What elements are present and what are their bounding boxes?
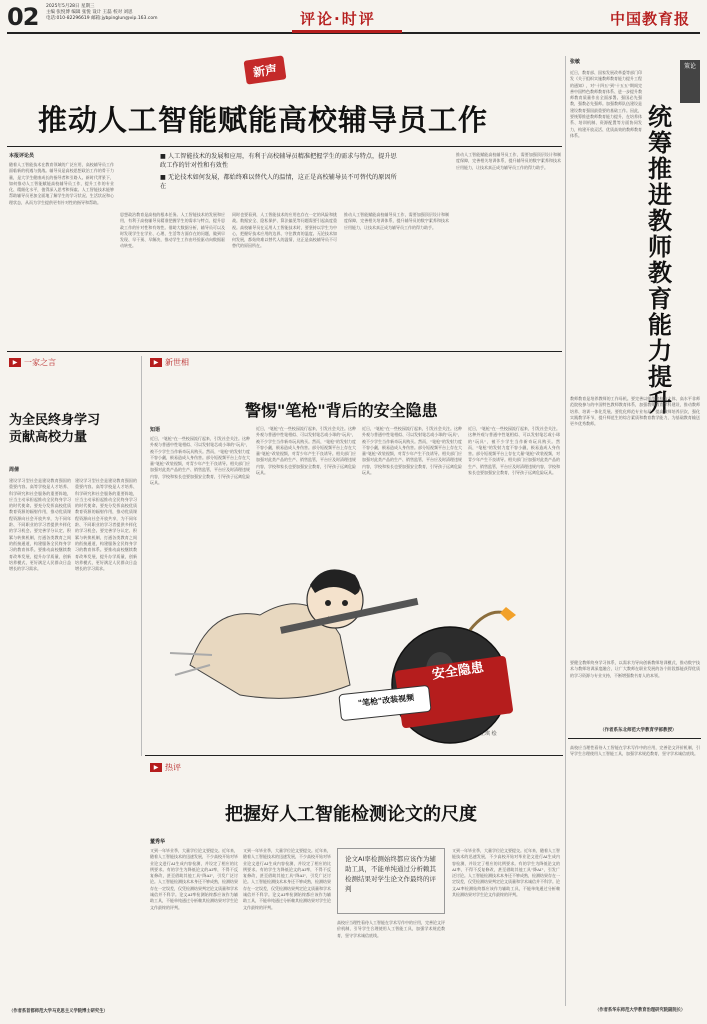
sidebar-divider: [565, 56, 566, 1006]
left-headline: 为全民终身学习 贡献高校力量: [9, 413, 101, 445]
bottom-author: 董秀华: [150, 839, 166, 845]
lead-col-1: 随着人工智能技术在教育领域的广泛应用，高校辅导员工作面临新的机遇与挑战。辅导员是高校思想政治工作的骨干力量，是大学生健康成长的指导者和引路人。新时代背景下，如何推动人工智能赋能高校辅导员工作，提升工作的专业化、精细化水平，值得深入思考和探索。人工智能技术能够帮助辅导员更加全面地了解学生的学习状况、生活状况和心理状态，从而为学生提供更有针对性的指导和帮助。: [9, 162, 114, 205]
lead-byline: 本报评论员: [9, 153, 35, 159]
bottom-col-4: 又到一年毕业季，大量学位论文要提交。近年来，随着人工智能技术的迅速发展，不少高校开始对毕业论文进行AI生成内容检测，并设定了相应的比例要求。有的学生为降低论文的AI率，不得不反复修改，甚至借助其他工具"降AI"，引发广泛讨论。人工智能检测技术本身还不够成熟，检测结果存在一定误差，仅凭检测结果判定论文质量和学术诚信并不科学。论文AI率检测始终都应该作为辅助工具，不能单纯通过分析赖其检测结果对学生论文作最终的评判。: [452, 848, 560, 898]
middle-tag-label: 新世相: [165, 358, 189, 367]
bottom-tag-label: 热评: [165, 763, 181, 772]
stamp-label: 新声: [252, 61, 278, 80]
sidebar-tag-label: 策论: [683, 63, 696, 70]
left-divider: [141, 356, 142, 756]
lead-summary: [160, 152, 400, 191]
header-meta: [46, 4, 176, 22]
header-accent-rule: [292, 30, 402, 33]
sidebar-tag: [680, 60, 700, 103]
left-tag-label: 一家之言: [24, 358, 56, 367]
xinsheng-stamp: [244, 55, 287, 84]
summary-point-2: ■ 无论技术如何发展，都始终难以替代人的温情，这正是高校辅导员不可替代的原因所在: [160, 174, 397, 190]
sidebar-body-3: 要健全教师终身学习体系，以需求为导向创新教师培训模式，推动数字技术与教师培训深度融合，让广大教师在职业发展的各个阶段都能获得优质的学习资源与专业支持，不断增强教书育人的本领。: [570, 660, 700, 678]
cartoon-label-safety: 安全隐患: [431, 660, 485, 683]
middle-headline: 警惕"笔枪"背后的安全隐患: [245, 401, 438, 420]
middle-col-1: 近日，"笔枪"在一些校园流行起来，引发社会关注。这种外观与普通中性笔相似、可以发射笔芯或小球的"玩具"，被不少学生当作新奇玩具购买。然而，"笔枪"的发射力度不容小觑，极易造成人身伤害。部分短视频平台上存在大量"笔枪"改装视频，对青少年产生不良诱导。相关部门应加强对此类产品的生产、销售监管，平台应及时清理违规内容，学校和家长也要加强安全教育，引导孩子远离危险玩具。: [150, 436, 250, 486]
sidebar-body: 近日，教育部、国家发展改革委等部门印发《关于组织实施教师教育能力提升工程的通知》，对"十四五"到"十五五"期间完善中国特色教师教育体系、进一步提升教师教育质量作出全面部署。强国必先强教，强教必先强师。加强教师队伍建设是建设教育强国最重要的基础工作。因此，要统筹推进教师教育能力提升，在培养体系、培训机制、资源配置等方面协同发力，构建开放灵活、优质高效的教师教育体系。: [570, 70, 642, 138]
sidebar-bottom-rule: [568, 738, 701, 739]
lead-headline: 推动人工智能赋能高校辅导员工作: [38, 103, 489, 137]
left-body-a: 建设学习型社会是建设教育强国的重要内容。高等学校是人才培养、科学研究和社会服务的重要阵地，应当主动承担起推动全民终身学习的时代使命。要充分发挥高校优质教育资源的辐射作用，推动优质课程资源向社会开放共享，为不同年龄、不同职业的学习者提供多样化的学习机会。要完善学分认定、积累与转换机制，打通各类教育之间的衔接通道，构建服务全民终身学习的教育体系。要推动高校继续教育改革发展，提升办学质量，创新培养模式，更好满足人民群众日益增长的学习需求。: [9, 478, 71, 572]
arrow-icon: ▶: [150, 358, 162, 367]
bottom-col-1: 又到一年毕业季，大量学位论文要提交。近年来，随着人工智能技术的迅速发展，不少高校开始对毕业论文进行AI生成内容检测，并设定了相应的比例要求。有的学生为降低论文的AI率，不得不反复修改，甚至借助其他工具"降AI"，引发广泛讨论。人工智能检测技术本身还不够成熟，检测结果存在一定误差，仅凭检测结果判定论文质量和学术诚信并不科学。论文AI率检测始终都应该作为辅助工具，不能单纯通过分析赖其检测结果对学生论文作最终的评判。: [150, 848, 238, 910]
left-author: 周倩: [9, 467, 20, 473]
left-section-tag: [9, 357, 56, 368]
cartoon-credit: 王琪 绘: [480, 731, 497, 737]
masthead-logo: 中国教育报: [610, 10, 691, 28]
lead-col-3: 同时也要看到，人工智能技术的应用也存在一定的风险和挑战。数据安全、隐私保护、算法偏见等问题需要引起高度重视。高校辅导员在运用人工智能技术时，要坚持以学生为中心，把握好技术应用的边界，守住教育的温度。无论技术如何发展，都始终难以替代人的温情，这正是高校辅导员不可替代的原因所在。: [232, 212, 337, 249]
middle-author: 知语: [150, 427, 161, 433]
sidebar-headline: 统筹推进教师教育能力提升: [648, 103, 672, 417]
bottom-col-3: 高校应当理性看待人工智能在学术写作中的应用，完善论文评价机制，引导学生合理使用人工智能工具，加强学术规范教育，坚守学术诚信底线。: [337, 920, 445, 938]
middle-col-4: 近日，"笔枪"在一些校园流行起来，引发社会关注。这种外观与普通中性笔相似、可以发射笔芯或小球的"玩具"，被不少学生当作新奇玩具购买。然而，"笔枪"的发射力度不容小觑，极易造成人身伤害。部分短视频平台上存在大量"笔枪"改装视频，对青少年产生不良诱导。相关部门应加强对此类产品的生产、销售监管，平台应及时清理违规内容，学校和家长也要加强安全教育，引导孩子远离危险玩具。: [468, 426, 560, 476]
middle-bottom-rule: [145, 755, 563, 756]
bottom-headline: 把握好人工智能检测论文的尺度: [225, 804, 477, 825]
middle-col-3: 近日，"笔枪"在一些校园流行起来，引发社会关注。这种外观与普通中性笔相似、可以发射笔芯或小球的"玩具"，被不少学生当作新奇玩具购买。然而，"笔枪"的发射力度不容小觑，极易造成人身伤害。部分短视频平台上存在大量"笔枪"改装视频，对青少年产生不良诱导。相关部门应加强对此类产品的生产、销售监管，平台应及时清理违规内容，学校和家长也要加强安全教育，引导孩子远离危险玩具。: [362, 426, 462, 476]
editor-line: 主编 张悦博 编辑 张悦 设计 王磊 校对 刘思: [46, 10, 133, 15]
lead-col-5: 推动人工智能赋能高校辅导员工作，需要加强顶层设计和制度保障，完善相关培训体系，提升辅导员的数字素养和技术应用能力，让技术真正成为辅导员工作的得力助手。: [456, 152, 561, 170]
bottom-col-5: 高校应当理性看待人工智能在学术写作中的应用，完善论文评价机制，引导学生合理使用人工智能工具，加强学术规范教育，坚守学术诚信底线。: [570, 745, 700, 757]
lead-col-2: 思想政治教育是高校的根本任务。人工智能技术的发展和应用，有利于高校辅导员精准把握学生的需求与特点，提升思政工作的针对性和有效性。借助大数据分析，辅导员可以及时发现学生在学业、心理、生活等方面存在的问题，做到早发现、早干预、早解决，推动学生工作由经验驱动向数据驱动转变。: [120, 212, 225, 249]
cartoon-label-video: "笔枪"改装视频: [357, 693, 415, 708]
lead-bottom-rule: [7, 351, 562, 352]
contact-line: 电话:010-82296619 邮箱:jybpinglun@vip.163.com: [46, 16, 158, 21]
cartoon-illustration: [150, 545, 560, 745]
left-source: （作者系首都师范大学马克思主义学院博士研究生）: [9, 1009, 108, 1014]
page-number: 02: [7, 3, 39, 31]
sidebar-author: 张敏: [570, 59, 581, 65]
arrow-icon: ▶: [9, 358, 21, 367]
section-title: 评论·时评: [300, 10, 376, 28]
arrow-icon: ▶: [150, 763, 162, 772]
summary-point-1: ■ 人工智能技术的发展和应用，有利于高校辅导员精准把握学生的需求与特点，提升思政工作的针对性和有效性: [160, 153, 397, 169]
left-body-b: 建设学习型社会是建设教育强国的重要内容。高等学校是人才培养、科学研究和社会服务的重要阵地，应当主动承担起推动全民终身学习的时代使命。要充分发挥高校优质教育资源的辐射作用，推动优质课程资源向社会开放共享，为不同年龄、不同职业的学习者提供多样化的学习机会。要完善学分认定、积累与转换机制，打通各类教育之间的衔接通道，构建服务全民终身学习的教育体系。要推动高校继续教育改革发展，提升办学质量，创新培养模式，更好满足人民群众日益增长的学习需求。: [75, 478, 137, 572]
bottom-source: （作者系华东师范大学教育治理研究院副院长）: [595, 1008, 686, 1013]
lead-col-4: 推动人工智能赋能高校辅导员工作，需要加强顶层设计和制度保障，完善相关培训体系，提升辅导员的数字素养和技术应用能力，让技术真正成为辅导员工作的得力助手。: [344, 212, 449, 230]
sidebar-body-2: 教师教育是培养教师的工作母机。要完善以师范院校为主体、高水平非师范院校参与的中国特色教师教育体系，加强教师教育学科建设，推动教师培养、培训一体化发展。要优化师范专业布局，提高教师培养层次，强化实践教学环节，提升师范生的综合素质和教育教学能力，为基础教育输送更多优秀教师。: [570, 396, 700, 427]
pull-quote: 论文AI率检测始终都应该作为辅助工具，不能单纯通过分析赖其检测结果对学生论文作最终的评判: [337, 848, 445, 914]
lead-top-rule: [7, 146, 562, 147]
date-line: 2025年5月28日 星期三: [46, 4, 95, 9]
bottom-col-2: 又到一年毕业季，大量学位论文要提交。近年来，随着人工智能技术的迅速发展，不少高校开始对毕业论文进行AI生成内容检测，并设定了相应的比例要求。有的学生为降低论文的AI率，不得不反复修改，甚至借助其他工具"降AI"，引发广泛讨论。人工智能检测技术本身还不够成熟，检测结果存在一定误差，仅凭检测结果判定论文质量和学术诚信并不科学。论文AI率检测始终都应该作为辅助工具，不能单纯通过分析赖其检测结果对学生论文作最终的评判。: [243, 848, 331, 910]
sidebar-source: （作者系东北师范大学教育学部教授）: [600, 728, 677, 733]
bottom-section-tag: [150, 762, 181, 773]
middle-section-tag: [150, 357, 189, 368]
middle-col-2: 近日，"笔枪"在一些校园流行起来，引发社会关注。这种外观与普通中性笔相似、可以发射笔芯或小球的"玩具"，被不少学生当作新奇玩具购买。然而，"笔枪"的发射力度不容小觑，极易造成人身伤害。部分短视频平台上存在大量"笔枪"改装视频，对青少年产生不良诱导。相关部门应加强对此类产品的生产、销售监管，平台应及时清理违规内容，学校和家长也要加强安全教育，引导孩子远离危险玩具。: [256, 426, 356, 476]
